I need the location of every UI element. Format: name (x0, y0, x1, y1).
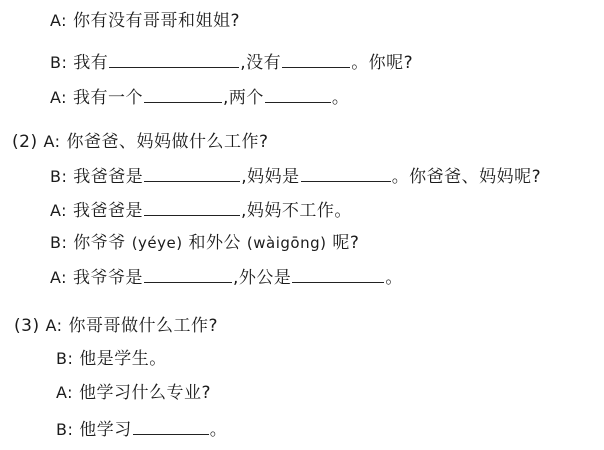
dialogue-text: ,外公是 (232, 268, 292, 288)
dialogue-line (50, 51, 413, 73)
pinyin-gloss: (wàigōng) (246, 234, 327, 252)
answer-blank[interactable] (282, 51, 350, 68)
answer-blank[interactable] (292, 266, 384, 283)
exercise-number: (3) (14, 316, 40, 336)
dialogue-line (50, 86, 349, 108)
dialogue-text: 我有 (73, 53, 109, 73)
speaker-label: A: (50, 88, 68, 107)
exercise-number: (2) (12, 132, 38, 152)
dialogue-text: 你有没有哥哥和姐姐? (72, 11, 240, 31)
speaker-label: B: (56, 420, 74, 439)
dialogue-text: 我爸爸是 (73, 167, 144, 187)
dialogue-text: 他学习什么专业? (78, 383, 211, 403)
dialogue-line (56, 349, 167, 369)
answer-blank[interactable] (144, 86, 222, 103)
dialogue-text: 你爷爷 (73, 233, 132, 253)
answer-blank[interactable] (133, 418, 209, 435)
speaker-label: A: (50, 268, 68, 287)
answer-blank[interactable] (301, 165, 391, 182)
answer-blank[interactable] (265, 86, 331, 103)
dialogue-text: 和外公 (182, 233, 247, 253)
speaker-label: B: (50, 53, 68, 72)
dialogue-text: 。你爸爸、妈妈呢? (391, 167, 542, 187)
dialogue-line (50, 233, 359, 253)
dialogue-text: ,妈妈是 (241, 167, 300, 187)
speaker-label: B: (56, 349, 74, 368)
dialogue-text: 他是学生。 (79, 349, 167, 369)
dialogue-line (50, 266, 403, 288)
speaker-label: B: (50, 167, 68, 186)
dialogue-line (14, 316, 218, 336)
dialogue-line (56, 383, 211, 403)
dialogue-text: 。你呢? (351, 53, 414, 73)
dialogue-line (50, 11, 240, 31)
answer-blank[interactable] (144, 266, 232, 283)
dialogue-text: ,两个 (222, 88, 264, 108)
speaker-label: A: (50, 201, 68, 220)
dialogue-text: 。 (331, 88, 350, 108)
dialogue-line (56, 418, 227, 440)
dialogue-text: 我爷爷是 (72, 268, 143, 288)
dialogue-line (12, 132, 269, 152)
dialogue-text: 你爸爸、妈妈做什么工作? (66, 132, 269, 152)
dialogue-text: 。 (209, 420, 228, 440)
dialogue-text: 。 (385, 268, 403, 288)
dialogue-line (50, 165, 541, 187)
dialogue-text: 你哥哥做什么工作? (68, 316, 218, 336)
speaker-label: B: (50, 233, 68, 252)
dialogue-text: 呢? (326, 233, 360, 253)
answer-blank[interactable] (144, 165, 240, 182)
dialogue-line (50, 199, 352, 221)
dialogue-text: 他学习 (79, 420, 132, 440)
speaker-label: A: (43, 132, 61, 151)
answer-blank[interactable] (144, 199, 240, 216)
speaker-label: A: (50, 11, 68, 30)
answer-blank[interactable] (109, 51, 239, 68)
speaker-label: A: (45, 316, 63, 335)
pinyin-gloss: (yéye) (131, 234, 183, 252)
dialogue-text: ,没有 (240, 53, 282, 73)
speaker-label: A: (56, 383, 74, 402)
dialogue-text: ,妈妈不工作。 (240, 201, 352, 221)
dialogue-text: 我有一个 (72, 88, 143, 108)
dialogue-text: 我爸爸是 (72, 201, 143, 221)
